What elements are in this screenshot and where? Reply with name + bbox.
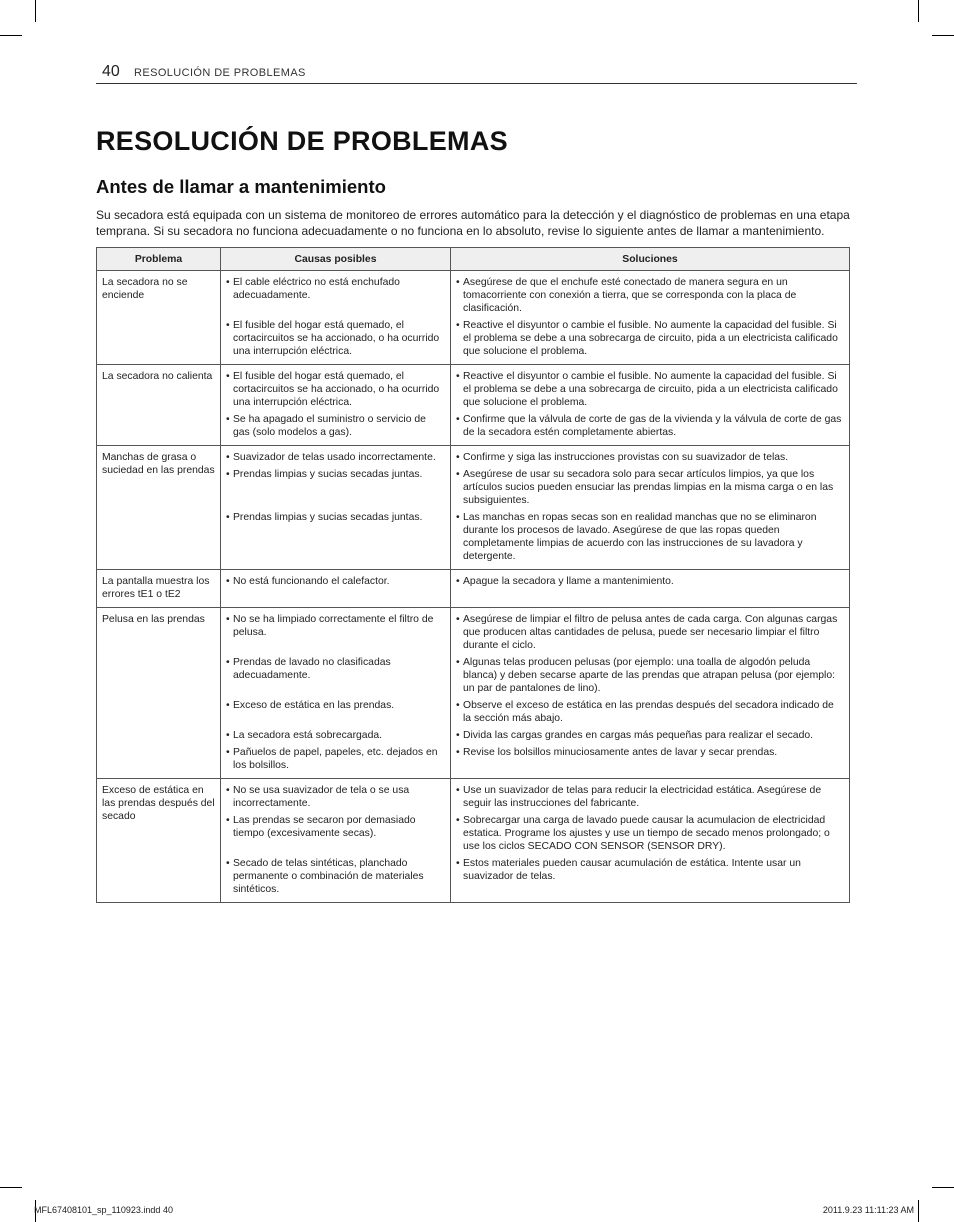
crop-mark xyxy=(0,1187,22,1188)
bullet-glyph: • xyxy=(456,576,460,587)
cause-item-text: Se ha apagado el suministro o servicio de gas (solo modelos a gas). xyxy=(233,414,426,438)
solution-item-text: Estos materiales pueden causar acumulación de estática. Intente usar un suavizador de telas. xyxy=(463,858,801,882)
bullet-glyph: • xyxy=(456,414,460,425)
cause-item xyxy=(226,699,445,725)
table-row xyxy=(97,446,850,570)
solution-item-text: Divida las cargas grandes en cargas más pequeñas para realizar el secado. xyxy=(463,730,814,741)
solution-item xyxy=(456,575,844,588)
bullet-glyph: • xyxy=(456,657,460,668)
solution-item-text: Las manchas en ropas secas son en realidad manchas que no se eliminaron durante los procesos de lavado. Asegúrese de que las ropas queden completamente limpias de acuerdo con las instrucciones de su lavadora y detergente. xyxy=(463,512,817,562)
solution-item-text: Confirme que la válvula de corte de gas de la vivienda y la válvula de corte de gas de la secadora estén completamente abiertas. xyxy=(463,414,842,438)
causes-cell xyxy=(221,608,451,779)
solutions-cell xyxy=(451,365,850,446)
problem-cell: La pantalla muestra los errores tE1 o tE2 xyxy=(97,570,221,608)
bullet-glyph: • xyxy=(456,700,460,711)
solutions-cell xyxy=(451,446,850,570)
cause-item-text: Pañuelos de papel, papeles, etc. dejados en los bolsillos. xyxy=(233,747,438,771)
bullet-glyph: • xyxy=(226,730,230,741)
solution-item-text: Asegúrese de usar su secadora solo para secar artículos limpios, ya que los artículos sucios pueden ensuciar las prendas limpias en la misma carga o en las subsiguientes. xyxy=(463,469,834,506)
troubleshooting-table xyxy=(96,247,850,903)
bullet-glyph: • xyxy=(226,512,230,523)
problem-cell: La secadora no calienta xyxy=(97,365,221,446)
page-title: RESOLUCIÓN DE PROBLEMAS xyxy=(96,126,508,156)
bullet-glyph: • xyxy=(456,730,460,741)
intro-paragraph: Su secadora está equipada con un sistema de monitoreo de errores automático para la detección y el diagnóstico de problemas en una etapa temprana. Si su secadora no funciona adecuadamente o no funciona en lo absoluto, revise lo siguiente antes de llamar a mantenimiento. xyxy=(96,208,850,238)
bullet-glyph: • xyxy=(456,512,460,523)
solution-item xyxy=(456,784,844,810)
cause-item xyxy=(226,613,445,652)
solution-item xyxy=(456,857,844,896)
solution-item xyxy=(456,468,844,507)
running-head: RESOLUCIÓN DE PROBLEMAS xyxy=(134,67,306,79)
bullet-glyph: • xyxy=(456,371,460,382)
page-number: 40 xyxy=(102,63,120,80)
crop-mark xyxy=(918,0,919,22)
solution-item xyxy=(456,451,844,464)
solution-item xyxy=(456,613,844,652)
problem-cell: Manchas de grasa o suciedad en las prendas xyxy=(97,446,221,570)
header-problem: Problema xyxy=(97,248,221,271)
cause-item-text: El fusible del hogar está quemado, el cortacircuitos se ha accionado, o ha ocurrido una interrupción eléctrica. xyxy=(233,371,440,408)
bullet-glyph: • xyxy=(226,785,230,796)
bullet-glyph: • xyxy=(226,858,230,869)
causes-cell xyxy=(221,779,451,903)
bullet-glyph: • xyxy=(226,657,230,668)
table-row xyxy=(97,608,850,779)
cause-item-text: No se ha limpiado correctamente el filtro de pelusa. xyxy=(233,614,434,638)
bullet-glyph: • xyxy=(456,747,460,758)
table-row xyxy=(97,365,850,446)
solution-item-text: Sobrecargar una carga de lavado puede causar la acumulacion de electricidad estatica. Programe los ajustes y use un tiempo de secado menos prolongado; o use los ciclos SECADO CON SENSOR (SENSOR DRY). xyxy=(463,815,830,852)
cause-item xyxy=(226,784,445,810)
solution-item-text: Asegúrese de limpiar el filtro de pelusa antes de cada carga. Con algunas cargas que producen altas cantidades de pelusa, puede ser necesario limpiar el filtro durante el ciclo. xyxy=(463,614,838,651)
cause-item xyxy=(226,468,445,507)
cause-item xyxy=(226,319,445,358)
bullet-glyph: • xyxy=(226,614,230,625)
cause-item xyxy=(226,814,445,853)
solution-item xyxy=(456,319,844,358)
cause-item xyxy=(226,656,445,695)
cause-item xyxy=(226,451,445,464)
problem-cell: Exceso de estática en las prendas después del secado xyxy=(97,779,221,903)
cause-item xyxy=(226,370,445,409)
solution-item xyxy=(456,814,844,853)
bullet-glyph: • xyxy=(226,815,230,826)
solution-item-text: Confirme y siga las instrucciones provistas con su suavizador de telas. xyxy=(463,452,789,463)
bullet-glyph: • xyxy=(456,277,460,288)
crop-mark xyxy=(0,35,22,36)
bullet-glyph: • xyxy=(456,320,460,331)
solution-item xyxy=(456,746,844,772)
solutions-cell xyxy=(451,271,850,365)
solution-item xyxy=(456,413,844,439)
cause-item-text: Suavizador de telas usado incorrectamente. xyxy=(233,452,436,463)
bullet-glyph: • xyxy=(226,747,230,758)
bullet-glyph: • xyxy=(456,815,460,826)
bullet-glyph: • xyxy=(226,320,230,331)
crop-mark xyxy=(932,1187,954,1188)
cause-item-text: El cable eléctrico no está enchufado adecuadamente. xyxy=(233,277,400,301)
solution-item-text: Observe el exceso de estática en las prendas después del secadora indicado de la sección más abajo. xyxy=(463,700,834,724)
solution-item xyxy=(456,276,844,315)
crop-mark xyxy=(35,0,36,22)
bullet-glyph: • xyxy=(456,614,460,625)
cause-item xyxy=(226,413,445,439)
header-causes: Causas posibles xyxy=(221,248,451,271)
causes-cell xyxy=(221,271,451,365)
table-header-row xyxy=(97,248,850,271)
cause-item-text: Exceso de estática en las prendas. xyxy=(233,700,395,711)
solution-item-text: Asegúrese de que el enchufe esté conectado de manera segura en un tomacorriente con conexión a tierra, que se corresponda con la placa de clasificación. xyxy=(463,277,797,314)
cause-item xyxy=(226,746,445,772)
solution-item xyxy=(456,729,844,742)
cause-item-text: Prendas de lavado no clasificadas adecuadamente. xyxy=(233,657,391,681)
bullet-glyph: • xyxy=(456,785,460,796)
bullet-glyph: • xyxy=(226,277,230,288)
causes-cell xyxy=(221,365,451,446)
cause-item xyxy=(226,511,445,563)
bullet-glyph: • xyxy=(456,469,460,480)
cause-item-text: No está funcionando el calefactor. xyxy=(233,576,390,587)
crop-mark xyxy=(932,35,954,36)
problem-cell: Pelusa en las prendas xyxy=(97,608,221,779)
header-solutions: Soluciones xyxy=(451,248,850,271)
cause-item-text: El fusible del hogar está quemado, el cortacircuitos se ha accionado, o ha ocurrido una interrupción eléctrica. xyxy=(233,320,440,357)
problem-cell: La secadora no se enciende xyxy=(97,271,221,365)
solution-item-text: Reactive el disyuntor o cambie el fusible. No aumente la capacidad del fusible. Si el problema se debe a una sobrecarga de circuito, pida a un electricista calificado que solucione el problema. xyxy=(463,320,838,357)
bullet-glyph: • xyxy=(456,858,460,869)
solution-item xyxy=(456,370,844,409)
cause-item-text: No se usa suavizador de tela o se usa incorrectamente. xyxy=(233,785,410,809)
cause-item xyxy=(226,276,445,315)
cause-item-text: Prendas limpias y sucias secadas juntas. xyxy=(233,512,423,523)
solution-item-text: Algunas telas producen pelusas (por ejemplo: una toalla de algodón peluda blanca) y deben secarse aparte de las prendas que atrapan pelusa (por ejemplo: un par de pantalones de lino). xyxy=(463,657,835,694)
causes-cell xyxy=(221,570,451,608)
solution-item-text: Use un suavizador de telas para reducir la electricidad estática. Asegúrese de seguir las instrucciones del fabricante. xyxy=(463,785,822,809)
bullet-glyph: • xyxy=(456,452,460,463)
bullet-glyph: • xyxy=(226,576,230,587)
bullet-glyph: • xyxy=(226,700,230,711)
footer-file-info: MFL67408101_sp_110923.indd 40 xyxy=(34,1205,173,1215)
cause-item xyxy=(226,857,445,896)
bullet-glyph: • xyxy=(226,469,230,480)
bullet-glyph: • xyxy=(226,371,230,382)
solutions-cell xyxy=(451,608,850,779)
solution-item xyxy=(456,656,844,695)
solution-item xyxy=(456,699,844,725)
solution-item-text: Reactive el disyuntor o cambie el fusible. No aumente la capacidad del fusible. Si el problema se debe a una sobrecarga de circuito, pida a un electricista calificado que solucione el problema. xyxy=(463,371,838,408)
solution-item-text: Apague la secadora y llame a mantenimiento. xyxy=(463,576,674,587)
cause-item-text: Las prendas se secaron por demasiado tiempo (excesivamente secas). xyxy=(233,815,416,839)
table-row xyxy=(97,570,850,608)
solution-item-text: Revise los bolsillos minuciosamente antes de lavar y secar prendas. xyxy=(463,747,778,758)
cause-item xyxy=(226,575,445,588)
cause-item xyxy=(226,729,445,742)
crop-mark xyxy=(918,1200,919,1222)
solutions-cell xyxy=(451,779,850,903)
causes-cell xyxy=(221,446,451,570)
section-title: Antes de llamar a mantenimiento xyxy=(96,176,386,197)
solutions-cell xyxy=(451,570,850,608)
page-header xyxy=(96,63,857,84)
cause-item-text: La secadora está sobrecargada. xyxy=(233,730,383,741)
table-row xyxy=(97,779,850,903)
bullet-glyph: • xyxy=(226,414,230,425)
solution-item xyxy=(456,511,844,563)
cause-item-text: Prendas limpias y sucias secadas juntas. xyxy=(233,469,423,480)
footer-timestamp: 2011.9.23 11:11:23 AM xyxy=(822,1205,914,1215)
cause-item-text: Secado de telas sintéticas, planchado permanente o combinación de materiales sintéticos. xyxy=(233,858,424,895)
bullet-glyph: • xyxy=(226,452,230,463)
table-row xyxy=(97,271,850,365)
